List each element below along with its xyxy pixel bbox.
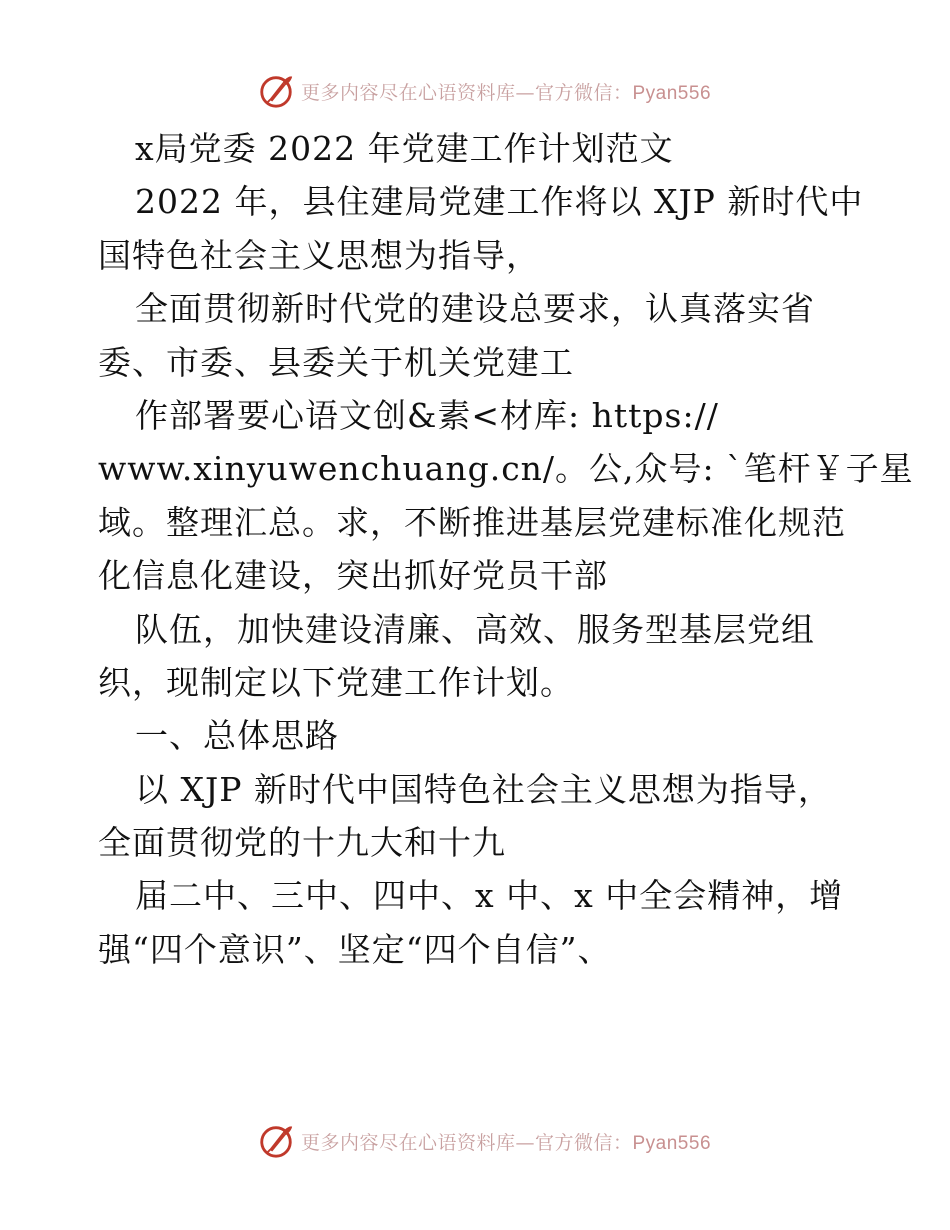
paragraph-line: 国特色社会主义思想为指导，	[98, 235, 540, 275]
quill-pen-seal-icon	[257, 72, 295, 110]
paragraph-line: 域。整理汇总。求，不断推进基层党建标准化规范	[98, 502, 846, 542]
paragraph-line: www.xinyuwenchuang.cn/。公,众号: `笔杆￥子星	[98, 449, 914, 489]
paragraph-line: 织，现制定以下党建工作计划。	[98, 662, 574, 702]
watermark-text: 更多内容尽在心语资料库—官方微信：Pyan556	[300, 81, 712, 104]
paragraph-line: 届二中、三中、四中、x 中、x 中全会精神，增	[135, 876, 844, 916]
paragraph-line: 强“四个意识”、坚定“四个自信”、	[98, 929, 612, 969]
watermark-wechat-id: Pyan556	[632, 1132, 712, 1154]
paragraph-line: 队伍，加快建设清廉、高效、服务型基层党组	[135, 609, 815, 649]
quill-pen-seal-icon	[257, 1122, 295, 1160]
paragraph-line: 委、市委、县委关于机关党建工	[98, 342, 574, 382]
paragraph-line: 作部署要心语文创&素<材库: https://	[135, 395, 719, 435]
section-heading: 一、总体思路	[135, 716, 339, 756]
paragraph-line: 全面贯彻新时代党的建设总要求，认真落实省	[135, 289, 815, 329]
paragraph-line: 全面贯彻党的十九大和十九	[98, 823, 506, 863]
paragraph-line: 以 XJP 新时代中国特色社会主义思想为指导，	[135, 769, 832, 809]
header-watermark	[0, 72, 950, 110]
footer-watermark	[0, 1122, 950, 1160]
watermark-text: 更多内容尽在心语资料库—官方微信：Pyan556	[300, 1131, 712, 1154]
watermark-wechat-id: Pyan556	[632, 82, 712, 104]
document-title: x局党委 2022 年党建工作计划范文	[135, 129, 674, 168]
paragraph-line: 化信息化建设，突出抓好党员干部	[98, 556, 608, 596]
paragraph-line: 2022 年，县住建局党建工作将以 XJP 新时代中	[135, 182, 864, 222]
document-body	[98, 122, 914, 976]
